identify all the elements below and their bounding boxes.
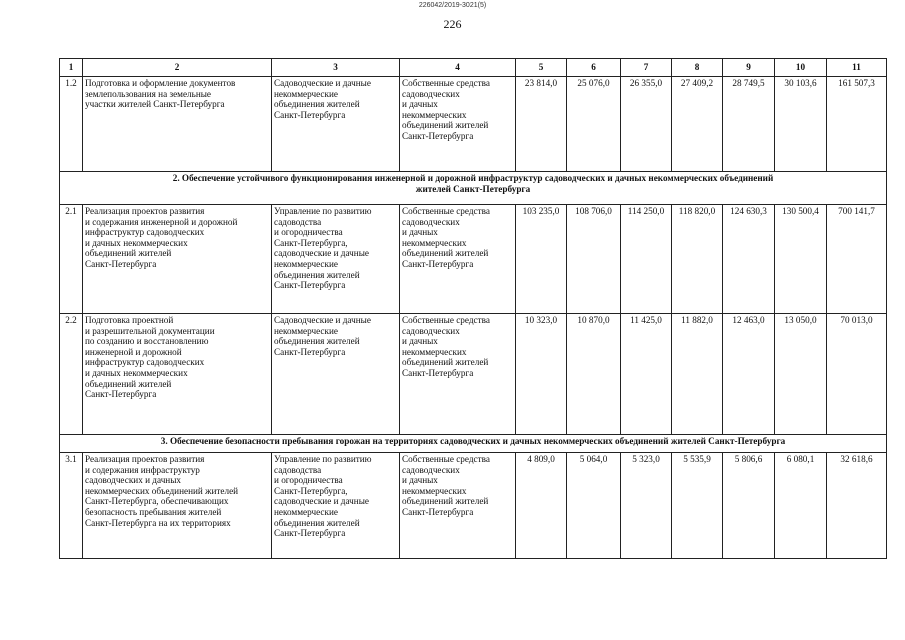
executor: Садоводческие и дачные некоммерческие объединения жителей Санкт-Петербурга — [272, 314, 400, 435]
document-code: 226042/2019-3021(5) — [418, 2, 487, 9]
value-cell: 161 507,3 — [827, 77, 887, 172]
funding-source: Собственные средства садоводческих и дачных некоммерческих объединений жителей Санкт-Петербурга — [400, 314, 516, 435]
table-row — [60, 77, 887, 172]
funding-source: Собственные средства садоводческих и дачных некоммерческих объединений жителей Санкт-Петербурга — [400, 77, 516, 172]
row-index: 2.1 — [60, 205, 83, 314]
value-cell: 10 323,0 — [516, 314, 567, 435]
value-cell: 26 355,0 — [621, 77, 672, 172]
row-index: 2.2 — [60, 314, 83, 435]
value-cell: 6 080,1 — [775, 453, 827, 559]
value-cell: 108 706,0 — [567, 205, 621, 314]
value-cell: 118 820,0 — [672, 205, 723, 314]
table-body — [60, 77, 887, 559]
column-header-1: 1 — [60, 59, 83, 77]
value-cell: 32 618,6 — [827, 453, 887, 559]
column-header-4: 4 — [400, 59, 516, 77]
row-index: 1.2 — [60, 77, 83, 172]
value-cell: 25 076,0 — [567, 77, 621, 172]
funding-source: Собственные средства садоводческих и дачных некоммерческих объединений жителей Санкт-Петербурга — [400, 205, 516, 314]
section-row — [60, 435, 887, 453]
value-cell: 5 806,6 — [723, 453, 775, 559]
funding-source: Собственные средства садоводческих и дачных некоммерческих объединений жителей Санкт-Петербурга — [400, 453, 516, 559]
value-cell: 13 050,0 — [775, 314, 827, 435]
value-cell: 5 064,0 — [567, 453, 621, 559]
value-cell: 27 409,2 — [672, 77, 723, 172]
column-header-8: 8 — [672, 59, 723, 77]
executor: Садоводческие и дачные некоммерческие объединения жителей Санкт-Петербурга — [272, 77, 400, 172]
activity-name: Подготовка и оформление документов землепользования на земельные участки жителей Санкт-Петербурга — [83, 77, 272, 172]
value-cell: 5 535,9 — [672, 453, 723, 559]
value-cell: 10 870,0 — [567, 314, 621, 435]
table-row — [60, 205, 887, 314]
table-row — [60, 314, 887, 435]
column-header-5: 5 — [516, 59, 567, 77]
activity-name: Реализация проектов развития и содержания инженерной и дорожной инфраструктур садоводческих и дачных некоммерческих объединений жителей Санкт-Петербурга — [83, 205, 272, 314]
value-cell: 70 013,0 — [827, 314, 887, 435]
value-cell: 124 630,3 — [723, 205, 775, 314]
value-cell: 700 141,7 — [827, 205, 887, 314]
section-title: 3. Обеспечение безопасности пребывания горожан на территориях садоводческих и дачных некоммерческих объединений жителей Санкт-Петербурга — [60, 435, 887, 453]
column-header-10: 10 — [775, 59, 827, 77]
column-header-row — [60, 59, 887, 77]
column-header-3: 3 — [272, 59, 400, 77]
activity-name: Подготовка проектной и разрешительной документации по созданию и восстановлению инженерной и дорожной инфраструктур садоводческих и дачных некоммерческих объединений жителей Санкт-Петербурга — [83, 314, 272, 435]
table-row — [60, 453, 887, 559]
value-cell: 5 323,0 — [621, 453, 672, 559]
activity-name: Реализация проектов развития и содержания инфраструктур садоводческих и дачных некоммерческих объединений жителей Санкт-Петербурга, обеспечивающих безопасность пребывания жителей Санкт-Петербурга на их территориях — [83, 453, 272, 559]
value-cell: 114 250,0 — [621, 205, 672, 314]
value-cell: 23 814,0 — [516, 77, 567, 172]
executor: Управление по развитию садоводства и огородничества Санкт-Петербурга, садоводческие и дачные некоммерческие объединения жителей Санкт-Петербурга — [272, 453, 400, 559]
column-header-11: 11 — [827, 59, 887, 77]
value-cell: 4 809,0 — [516, 453, 567, 559]
value-cell: 11 882,0 — [672, 314, 723, 435]
section-title: 2. Обеспечение устойчивого функционирования инженерной и дорожной инфраструктур садоводческих и дачных некоммерческих объединений жителей Санкт-Петербурга — [60, 172, 887, 205]
value-cell: 12 463,0 — [723, 314, 775, 435]
column-header-9: 9 — [723, 59, 775, 77]
column-header-7: 7 — [621, 59, 672, 77]
column-header-6: 6 — [567, 59, 621, 77]
page-number: 226 — [443, 17, 462, 31]
value-cell: 28 749,5 — [723, 77, 775, 172]
column-header-2: 2 — [83, 59, 272, 77]
budget-table — [59, 58, 887, 559]
executor: Управление по развитию садоводства и огородничества Санкт-Петербурга, садоводческие и дачные некоммерческие объединения жителей Санкт-Петербурга — [272, 205, 400, 314]
value-cell: 130 500,4 — [775, 205, 827, 314]
value-cell: 30 103,6 — [775, 77, 827, 172]
value-cell: 11 425,0 — [621, 314, 672, 435]
value-cell: 103 235,0 — [516, 205, 567, 314]
section-row — [60, 172, 887, 205]
row-index: 3.1 — [60, 453, 83, 559]
